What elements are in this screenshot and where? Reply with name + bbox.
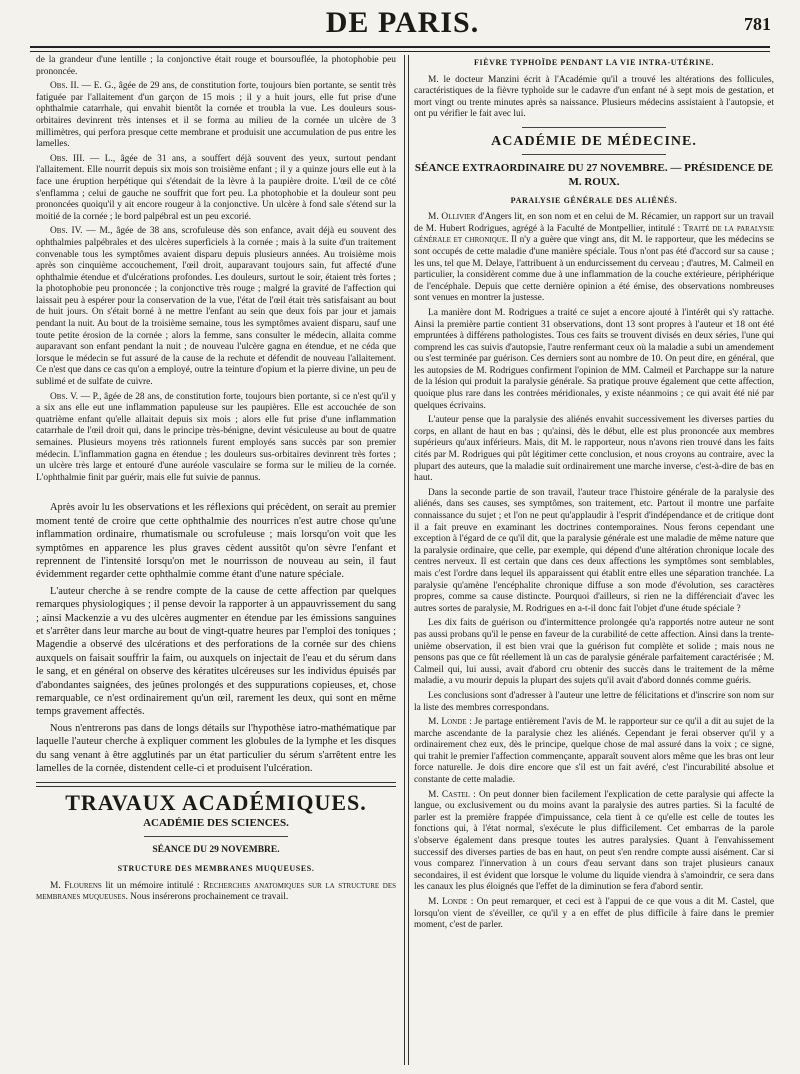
- speaker-name: M. Flourens: [50, 880, 102, 891]
- obs-text: — E. G., âgée de 29 ans, de constitution forte, toujours bien portante, se sentit très fatiguée par l'allaitement d'un garçon de 15 mois ; il y a huit jours, elle fut prise d'une ophthalmie catarrhale, qui envahit bientôt la cornée et troubla la vue. Les douleurs sous-orbitaires devinrent très intenses et il se forma au milieu de la cornée un ulcère de 3 millimètres, qui perfora presque cette membrane et produisit une accumulation de pus entre les lamelles.: [36, 81, 396, 150]
- obs-label: Obs. III.: [50, 153, 85, 164]
- work-title: Traité de la paralysie générale et chronique: [414, 223, 774, 246]
- speaker-name: M. Castel: [428, 789, 470, 800]
- paragraph: Après avoir lu les observations et les réflexions qui précèdent, on serait au premier moment tenté de croire que cette ophthalmie des nourrices n'est autre chose qu'une inflammation ordinaire, rhumatismale ou scrofuleuse ; mais lorsqu'on voit que les symptômes en apparence les plus graves cèdent aussitôt qu'on sèvre l'enfant et reprennent de l'intensité lorsqu'on met le nourrisson de nouveau au sein, il faut évidemment regarder cette ophthalmie comme étant d'une nature spéciale.: [36, 502, 396, 581]
- topic-heading: STRUCTURE DES MEMBRANES MUQUEUSES.: [117, 864, 315, 874]
- obs-label: Obs. II.: [50, 81, 79, 92]
- paragraph: [414, 790, 774, 894]
- divider: [522, 127, 666, 128]
- paragraph: [414, 212, 774, 305]
- text: lit un mémoire intitulé :: [101, 880, 204, 891]
- commentary: [36, 501, 396, 775]
- paragraph: de la grandeur d'une lentille ; la conjonctive était rouge et boursouflée, la photophobie peu prononcée.: [36, 55, 396, 77]
- observation-3: [36, 154, 396, 224]
- spacer: [36, 487, 396, 501]
- paragraph: [414, 717, 774, 787]
- academy-heading: ACADÉMIE DES SCIENCES.: [143, 817, 289, 830]
- speaker-name: M. Ollivier: [428, 212, 476, 223]
- obs-text: — M., âgée de 38 ans, scrofuleuse dès son enfance, avait déjà eu souvent des ophthalmies palpébrales et des ulcères superficiels à la cornée ; mais à la suite d'un traitement convenable tous les symptômes avaient disparu depuis plusieurs années. Au troisième mois après son cinquième accouchement, l'œil droit, auparavant toujours sain, fut affecté d'une ophthalmie étendue et d'ulcérations profondes. Les douleurs, surtout le soir, étaient très fortes ; la photophobie peu prononcée ; la conjonctive très rouge ; malgré la gravité de l'affection qui laissait peu à espérer pour la conservation de la vue, l'état de l'œil était très satisfaisant au bout de huit jours. On s'était borné à ne mettre l'enfant au sein que deux fois par jour et jamais pendant la nuit. Au bout de la troisième semaine, tous les symptômes avaient disparu, sauf une toute petite érosion de la cornée ; alors la femme, sans consulter le médecin, allaita comme auparavant son enfant pendant la nuit ; de nouveau l'ulcère gagna en étendue, et ne céda que lorsque le médecin se fut assuré de la cause de la rechute et défendit de nouveau l'allaitement. Ce n'est que dans ce cas qu'on a employé, outre la teinture d'opium et la pierre divine, un peu de sublimé et de sulfate de cuivre.: [36, 226, 396, 388]
- text: d'Angers lit, en son nom et en celui de M. Récamier, un rapport sur un travail de M. Hubert Rodrigues, agrégé à la Faculté de Montpellier, intitulé :: [414, 212, 774, 234]
- observation-5: [36, 392, 396, 485]
- text: . Nous insérerons prochainement ce travail.: [125, 892, 289, 903]
- right-column: [414, 55, 774, 1067]
- paragraph: [36, 881, 396, 904]
- header-rule: [30, 46, 770, 52]
- session-heading: SÉANCE EXTRAORDINAIRE DU 27 NOVEMBRE. — PRÉSIDENCE DE M. ROUX.: [414, 161, 774, 188]
- observation-4: [36, 226, 396, 388]
- paragraph: M. le docteur Manzini écrit à l'Académie qu'il a trouvé les altérations des follicules, caractéristiques de la fièvre typhoïde sur le cadavre d'un enfant né à sept mois de gestation, et mort vingt ou trente minutes après sa naissance. Plusieurs médecins assistaient à l'autopsie, et ont pu vérifier le fait avec lui.: [414, 74, 774, 120]
- column-divider: [404, 55, 409, 1065]
- text: : Je partage entièrement l'avis de M. le rapporteur sur ce qu'il a dit au sujet de la marche ascendante de la paralysie chez les aliénés. Cependant je ferai observer qu'il y a ordinairement chez eux, dès le principe, quelque chose de mal assuré dans la voix ; ce signe, qui trahit le premier l'affection commençante, apparaît souvent alors même que les bras ont leur force naturelle. Je dois dire encore que s'il est un fait avéré, c'est l'incurabilité absolue et constante de cette maladie.: [414, 717, 774, 786]
- paragraph: La manière dont M. Rodrigues a traité ce sujet a encore ajouté à l'intérêt qui s'y rattache. Ainsi la première partie contient 31 observations, dont 13 sont propres à l'auteur et 18 ont été empruntées à différens pathologistes. Tous ces faits se trouvent divisés en deux séries, l'une qui comprend les cas suivis d'autopsie, l'autre renfermant ceux où la maladie a subi un amendement ou s'est terminée par guérison. Ces derniers sont au nombre de 10. On peut dire, en général, que les autopsies de M. Rodrigues confirment l'opinion de MM. Calmeil et Parchappe sur la nature de la lésion qui produit la paralysie générale. Sa pratique prouve également que cette affection, quoique plus rare dans les contrées méridionales, y existe néanmoins ; ce qui avait été nié par quelques écrivains.: [414, 307, 774, 411]
- speaker-name: M. Londe: [428, 717, 467, 728]
- paragraph: Les dix faits de guérison ou d'intermittence prolongée qu'a rapportés notre auteur ne sont pas aussi probans qu'il le pense en faveur de la curabilité de cette affection. Ainsi dans la trente-unième observation, il est bien vrai que la guérison fut complète et solide ; mais nous ne pensons pas que ce fût réellement là un cas de paralysie générale parfaitement caractérisée ; M. Calmeil qui, lui aussi, avait d'abord cru obtenir des succès dans le traitement de la même maladie, a vu mourir depuis la plupart des sujets qu'il avait d'abord donnés comme guéris.: [414, 618, 774, 687]
- page-header: [30, 6, 775, 46]
- divider: [144, 836, 288, 837]
- obs-label: Obs. IV.: [50, 226, 83, 237]
- text: : On peut donner bien facilement l'explication de cette paralysie qui affecte la langue, ou exclusivement ou du moins avant la paralysie des autres parties. Si la faculté de parler est la première frappée d'impuissance, cela tient à ce qu'elle est celle de toutes les fonctions qui, à l'état normal, s'exécute le plus difficilement. Cet embarras de la parole s'observe également dans presque toutes les autres paralysies. Quant à l'envahissement successif des diverses parties de bas en haut, on peut s'en rendre compte aussi aisément. Car si vous comparez l'innervation à un cours d'eau servant dans son trajet plusieurs canaux secondaires, il est évident que lorsque le volume du liquide viendra à s'amoindrir, ce sera dans les canaux les plus éloignés que l'effet de la diminution se fera d'abord sentir.: [414, 789, 774, 893]
- text: : On peut remarquer, et ceci est à l'appui de ce que vous a dit M. Castel, que lorsqu'on vient de s'éveiller, ce qu'il y a en effet de plus difficile à faire dans le premier moment, c'est de parler.: [414, 897, 774, 931]
- session-heading: SÉANCE DU 29 NOVEMBRE.: [152, 845, 280, 856]
- left-column: [36, 55, 396, 1067]
- text: . Il n'y a guère que vingt ans, dit M. le rapporteur, que les médecins se sont occupés de cette maladie d'une manière spéciale. Tous n'ont pas été d'accord sur sa cause ; les uns, tel que M. Delaye, l'attribuent à un endurcissement du cerveau ; d'autres, M. Calmeil en particulier, la considèrent comme due à une inflammation de la couche extérieure, périphérique de l'encéphale. Depuis que cette dernière opinion a été émise, des observations nombreuses sont venues en montrer la justesse.: [414, 235, 774, 304]
- paragraph: L'auteur cherche à se rendre compte de la cause de cette affection par quelques remarques physiologiques ; il pense devoir la rapporter à un appauvrissement du sang ; ainsi Mackenzie a vu des ulcères augmenter en étendue par les émissions sanguines et s'arrêter dans leur marche au bout de vingt-quatre heures par l'emploi des toniques ; Magendie a observé des ulcérations et des perforations de la cornée sur des chiens auxquels on faisait souffrir la faim, ou auxquels on injectait de l'eau et du sérum dans le sang, et en général on observe des kératites ulcéreuses sur les individus épuisés par d'abondantes saignées, des jeûnes prolongés et des suppurations copieuses, et, chose remarquable, ce n'est ordinairement qu'un œil, rarement les deux, qui sont en même temps gravement affectés.: [36, 585, 396, 718]
- paragraph: Les conclusions sont d'adresser à l'auteur une lettre de félicitations et d'inscrire son nom sur la liste des membres correspondans.: [414, 690, 774, 713]
- academy-heading: ACADÉMIE DE MÉDECINE.: [491, 133, 697, 149]
- topic-heading: FIÈVRE TYPHOÏDE PENDANT LA VIE INTRA-UTÉRINE.: [474, 58, 714, 67]
- page-number: 781: [744, 14, 771, 34]
- section-title: TRAVAUX ACADÉMIQUES.: [65, 789, 367, 815]
- observation-2: [36, 81, 396, 151]
- obs-text: — P., âgée de 28 ans, de constitution forte, toujours bien portante, si ce n'est qu'il y a six ans elle eut une inflammation papuleuse sur les paupières. Elle est accouchée de son quatrième enfant qu'elle allaitait depuis six mois ; alors elle fut prise d'une inflammation catarrhale de l'œil droit qui, dans le principe très-bénigne, devint vésiculeuse au bout de quatre semaines. Plusieurs moyens très rationnels furent employés sans succès par son premier médecin. L'inflammation gagna en étendue ; les douleurs sus-orbitaires devinrent très fortes ; un ulcère très large et entouré d'une auréole vasculaire se forma sur le milieu de la cornée. L'ophthalmie finit par guérir, mais elle fut suivie de pannus.: [36, 391, 396, 483]
- topic-heading: PARALYSIE GÉNÉRALE DES ALIÉNÉS.: [510, 195, 678, 205]
- paragraph: [414, 897, 774, 932]
- paragraph: Nous n'entrerons pas dans de longs détails sur l'hypothèse iatro-mathématique par laquelle l'auteur cherche à expliquer comment les globules de la lymphe et les disques du sang venant à être agglutinés par un état particulier du sérum s'arrêtent entre les lamelles de la cornée, distendent celle-ci et produisent l'ulcération.: [36, 722, 396, 775]
- divider: [522, 154, 666, 155]
- obs-text: — L., âgée de 31 ans, a souffert déjà souvent des yeux, surtout pendant l'allaitement. Elle nourrit depuis six mois son troisième enfant ; il y a quinze jours elle eut à la face une éruption herpétique qui s'étendait de la lèvre à la paupière droite. L'œil de ce côté s'enflamma ; celui de gauche ne souffrit que fort peu. La photophobie et la douleur sont peu prononcées quoiqu'il y ait encore rougeur à la conjonctive. Un ulcère à fond sale s'étend sur la moitié de la cornée ; le bord palpébral est un peu excorié.: [36, 153, 396, 222]
- obs-label: Obs. V.: [50, 391, 79, 402]
- section-rule: [36, 782, 396, 787]
- masthead: DE PARIS.: [325, 6, 480, 39]
- speaker-name: M. Londe: [428, 897, 468, 907]
- paragraph: L'auteur pense que la paralysie des aliénés envahit successivement les diverses parties du corps, en allant de haut en bas ; qu'ainsi, dès le début, elle est plus prononcée aux membres supérieurs qu'aux inférieurs. Mais, dit M. le rapporteur, nous n'avons rien trouvé dans les faits cités par M. Rodrigues qui pût légitimer cette conclusion, et nous croyons au contraire, avec la plupart des auteurs, que la maladie suit ordinairement une marche inverse, c'est-à-dire de bas en haut.: [414, 415, 774, 484]
- memoir-title: Recherches anatomiques sur la structure des membranes muqueuses: [36, 880, 396, 903]
- paragraph: Dans la seconde partie de son travail, l'auteur trace l'histoire générale de la paralysie des aliénés, dans ses causes, ses symptômes, son traitement, etc. Partout il montre une parfaite connaissance du sujet ; et l'on ne peut qu'applaudir à l'esprit d'indépendance et de critique dont il a fait preuve en examinant les doctrines contemporaines. Nous ferons cependant une exception à l'égard de ce qu'il dit, que la paralysie générale est une maladie de même nature que la paralysie ordinaire, que celle, par exemple, qui dépend d'une altération chronique locale des centres nerveux. Il est certain que dans ces deux affections les symptômes sont semblables, mais c'est l'ordre dans lequel ils apparaissent qui établit entre elles une séparation tranchée. La paralysie qu'amène l'encéphalite chronique diffuse a son mode d'évolution, ses caractères propres, comme sa cause distincte. Pourquoi d'ailleurs, si rien ne la différenciait d'avec les autres sortes de paralysie, M. Rodrigues en a-t-il donc fait l'objet d'une étude spéciale ?: [414, 487, 774, 614]
